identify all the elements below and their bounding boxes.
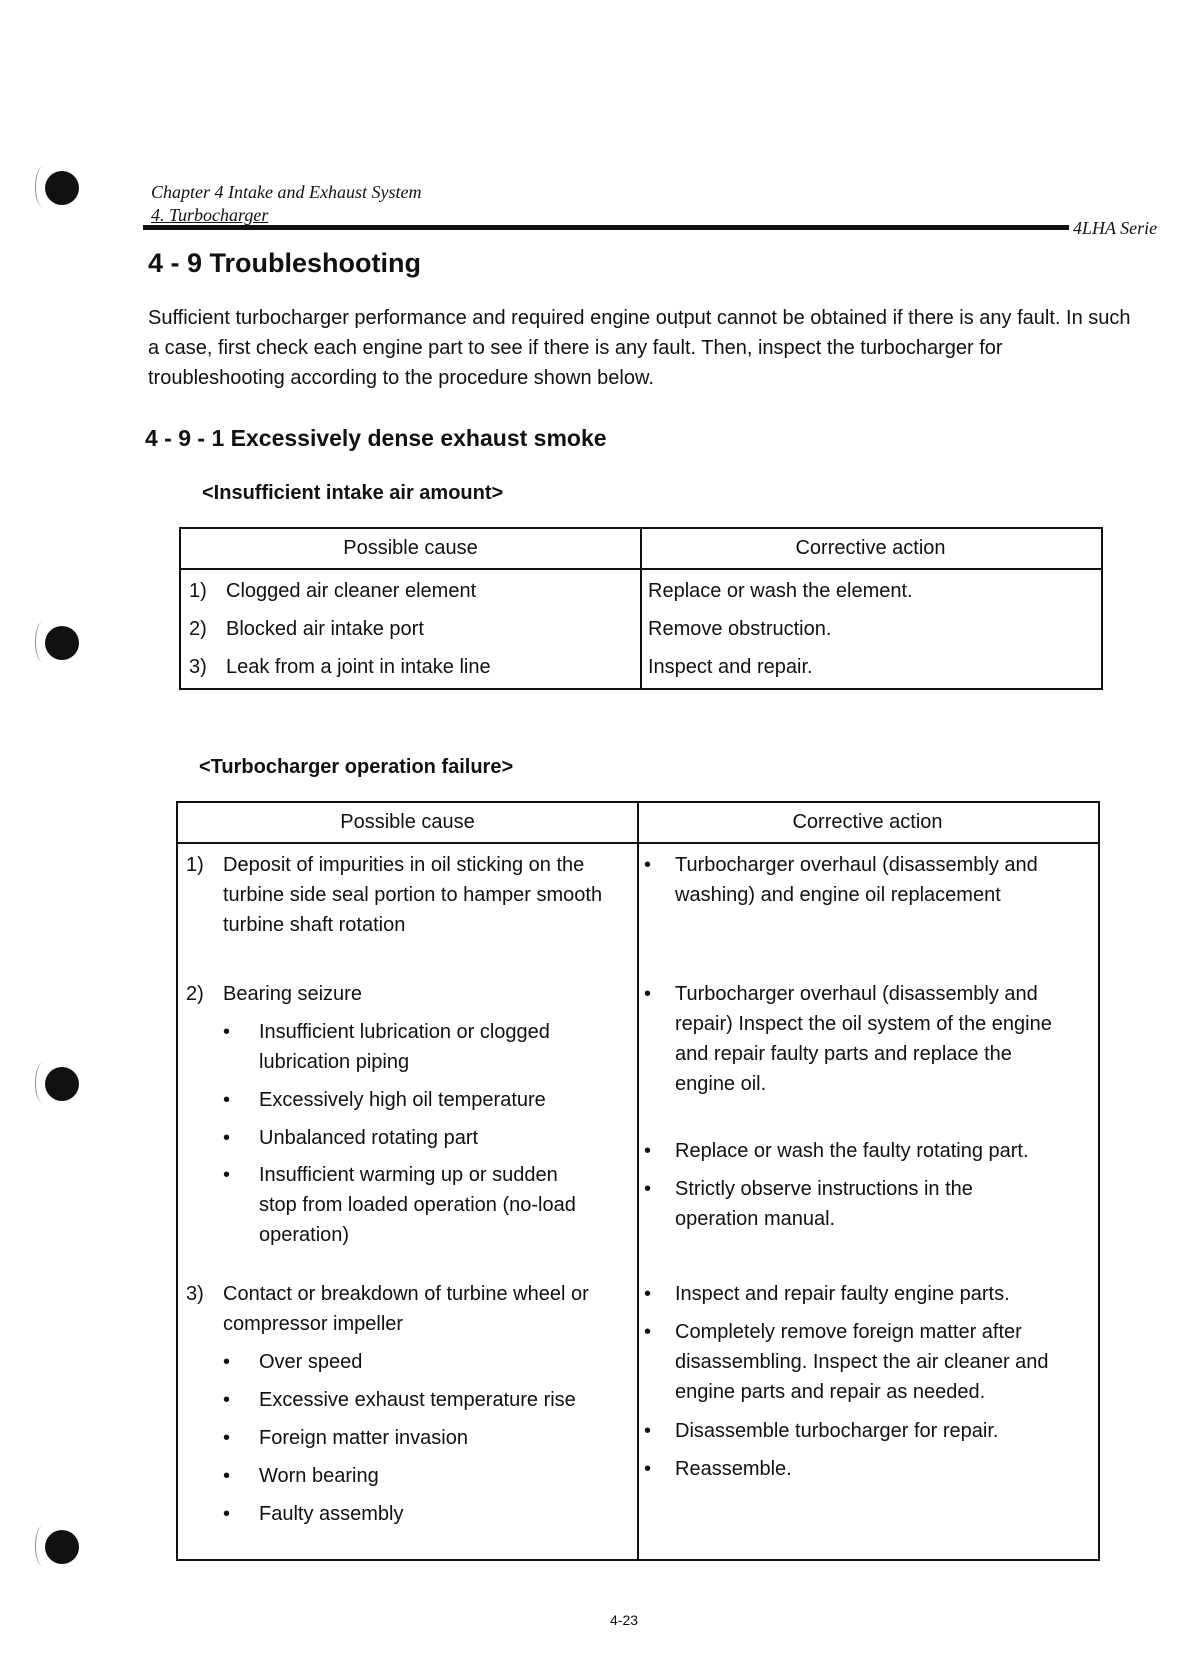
table-insufficient-intake-air [179, 527, 1103, 690]
binder-hole [45, 1530, 79, 1564]
action-item [644, 850, 1084, 910]
bullet-icon: • [223, 1164, 231, 1186]
table2-heading: <Turbocharger operation failure> [199, 756, 514, 778]
bullet-icon: • [644, 1178, 652, 1200]
bullet-icon: • [223, 1089, 231, 1111]
row-cause: Bearing seizure [223, 983, 362, 1005]
action-text: Replace or wash the faulty rotating part. [675, 1140, 1029, 1162]
table1-heading: <Insufficient intake air amount> [202, 482, 504, 504]
sub-cause-item [223, 1160, 598, 1250]
binder-hole [45, 1067, 79, 1101]
header-section: 4. Turbocharger [151, 205, 269, 225]
page-title: 4 - 9 Troubleshooting [148, 248, 422, 278]
sub-cause-item [223, 1017, 618, 1077]
row-number: 3) [189, 656, 207, 678]
row-number: 1) [189, 580, 207, 602]
bullet-icon: • [223, 1389, 231, 1411]
bullet-icon: • [644, 1140, 652, 1162]
action-item [644, 1279, 1074, 1309]
bullet-icon: • [644, 854, 652, 876]
bullet-icon: • [644, 1420, 652, 1442]
bullet-icon: • [223, 1503, 231, 1525]
row-cause: Clogged air cleaner element [226, 580, 477, 602]
action-item [644, 1136, 1074, 1166]
bullet-icon: • [223, 1127, 231, 1149]
bullet-icon: • [223, 1021, 231, 1043]
column-header-cause: Possible cause [340, 811, 475, 833]
row-cause: Leak from a joint in intake line [226, 656, 491, 678]
row-cause: Deposit of impurities in oil sticking on the turbine side seal portion to hamper smooth turbine shaft rotation [223, 854, 603, 936]
sub-cause-text: Over speed [259, 1351, 363, 1373]
sub-cause-text: Foreign matter invasion [259, 1427, 468, 1449]
action-item [644, 1416, 1074, 1446]
table-turbocharger-operation-failure [176, 801, 1100, 1561]
row-number: 3) [186, 1283, 204, 1305]
sub-cause-text: Faulty assembly [259, 1503, 404, 1525]
header-rule [143, 225, 1069, 230]
row-action: Inspect and repair. [648, 656, 813, 678]
header-chapter: Chapter 4 Intake and Exhaust System [151, 182, 422, 202]
sub-cause-item [223, 1423, 618, 1453]
table-row [189, 576, 207, 606]
sub-cause-text: Excessive exhaust temperature rise [259, 1389, 576, 1411]
row-number: 2) [186, 983, 204, 1005]
bullet-icon: • [644, 983, 652, 1005]
action-text: Turbocharger overhaul (disassembly and repair) Inspect the oil system of the engine and repair faulty parts and replace the engine oil. [675, 983, 1052, 1095]
action-item [644, 979, 1074, 1099]
sub-cause-item [223, 1461, 618, 1491]
header-series: 4LHA Serie [1073, 218, 1158, 238]
row-number: 2) [189, 618, 207, 640]
column-divider [640, 529, 642, 688]
sub-cause-text: Worn bearing [259, 1465, 379, 1487]
sub-cause-item [223, 1123, 618, 1153]
action-item [644, 1317, 1064, 1407]
table-row [189, 614, 207, 644]
intro-paragraph: Sufficient turbocharger performance and required engine output cannot be obtained if there is any fault. In such a case, first check each engine part to see if there is any fault. Then, inspect the turbocharger for troubleshooting according to the procedure shown below. [148, 307, 1131, 389]
action-text: Inspect and repair faulty engine parts. [675, 1283, 1010, 1305]
sub-cause-text: Insufficient warming up or sudden stop from loaded operation (no-load operation) [259, 1164, 576, 1246]
sub-cause-item [223, 1385, 618, 1415]
subsection-title: 4 - 9 - 1 Excessively dense exhaust smoke [145, 425, 607, 451]
sub-cause-item [223, 1085, 618, 1115]
row-action: Replace or wash the element. [648, 580, 913, 602]
action-text: Strictly observe instructions in the operation manual. [675, 1178, 973, 1230]
column-header-cause: Possible cause [343, 537, 478, 559]
row-cause: Contact or breakdown of turbine wheel or compressor impeller [223, 1283, 589, 1335]
action-item [644, 1454, 1074, 1484]
binder-hole [45, 626, 79, 660]
action-item [644, 1174, 1044, 1234]
bullet-icon: • [223, 1427, 231, 1449]
row-cause: Blocked air intake port [226, 618, 424, 640]
page-number: 4-23 [610, 1612, 639, 1628]
bullet-icon: • [223, 1465, 231, 1487]
sub-cause-item [223, 1347, 618, 1377]
sub-cause-text: Insufficient lubrication or clogged lubrication piping [259, 1021, 550, 1073]
sub-cause-text: Excessively high oil temperature [259, 1089, 546, 1111]
action-text: Completely remove foreign matter after disassembling. Inspect the air cleaner and engine parts and repair as needed. [675, 1321, 1049, 1403]
sub-cause-item [223, 1499, 618, 1529]
binder-hole [45, 171, 79, 205]
bullet-icon: • [644, 1458, 652, 1480]
column-header-action: Corrective action [792, 811, 943, 833]
table-row [189, 652, 207, 682]
column-header-action: Corrective action [795, 537, 946, 559]
row-action: Remove obstruction. [648, 618, 832, 640]
row-number: 1) [186, 854, 204, 876]
action-text: Turbocharger overhaul (disassembly and washing) and engine oil replacement [675, 854, 1038, 906]
action-text: Reassemble. [675, 1458, 792, 1480]
sub-cause-text: Unbalanced rotating part [259, 1127, 479, 1149]
column-divider [637, 803, 639, 1559]
action-text: Disassemble turbocharger for repair. [675, 1420, 999, 1442]
bullet-icon: • [644, 1283, 652, 1305]
bullet-icon: • [223, 1351, 231, 1373]
bullet-icon: • [644, 1321, 652, 1343]
